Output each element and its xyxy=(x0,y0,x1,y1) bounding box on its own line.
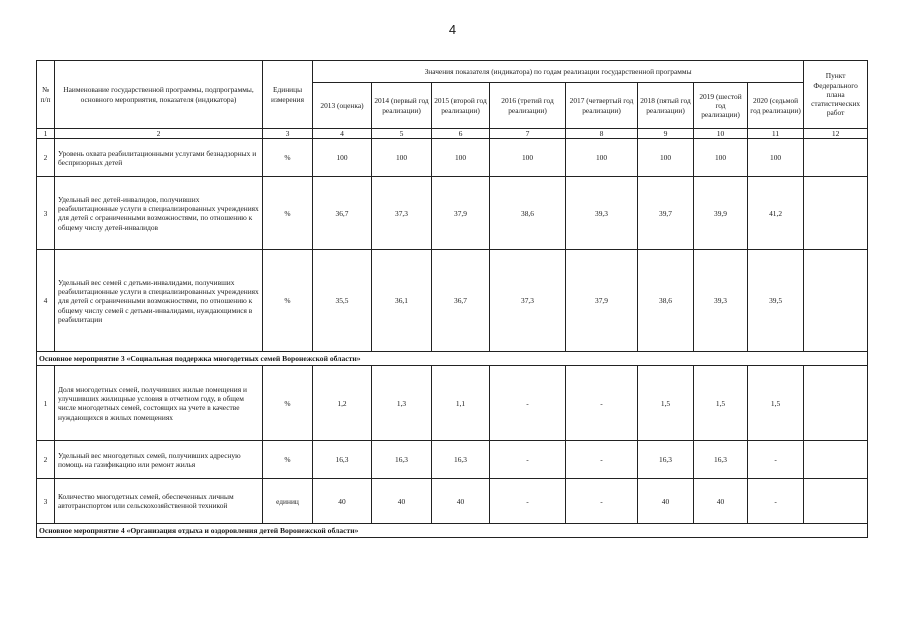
value-cell: - xyxy=(490,441,566,479)
section-row xyxy=(37,352,868,366)
value-cell: 1,2 xyxy=(313,366,372,441)
unit-cell: % xyxy=(263,139,313,177)
table-row xyxy=(37,366,868,441)
value-cell: 100 xyxy=(638,139,694,177)
section-heading: Основное мероприятие 3 «Социальная поддержка многодетных семей Воронежской области» xyxy=(37,352,868,366)
value-cell: 39,9 xyxy=(694,177,748,250)
plan-cell xyxy=(804,139,868,177)
header-no: № п/п xyxy=(37,61,55,129)
value-cell: - xyxy=(566,366,638,441)
value-cell: 39,3 xyxy=(694,250,748,352)
value-cell: 35,5 xyxy=(313,250,372,352)
header-year: 2020 (седьмой год реализации) xyxy=(748,83,804,129)
header-year: 2014 (первый год реализации) xyxy=(372,83,432,129)
value-cell: 1,5 xyxy=(694,366,748,441)
header-row-1 xyxy=(37,61,868,83)
row-number: 2 xyxy=(37,441,55,479)
value-cell: 39,3 xyxy=(566,177,638,250)
row-number: 2 xyxy=(37,139,55,177)
plan-cell xyxy=(804,441,868,479)
indicator-name: Количество многодетных семей, обеспеченных личным автотранспортом или сельскохозяйственной техникой xyxy=(55,479,263,524)
header-year: 2016 (третий год реализации) xyxy=(490,83,566,129)
value-cell: 37,3 xyxy=(372,177,432,250)
row-number: 1 xyxy=(37,366,55,441)
indicator-name: Доля многодетных семей, получивших жилые помещения и улучшивших жилищные условия в отчетном году, в общем числе многодетных семей, состоящих на учете в качестве нуждающихся в жилых помещениях xyxy=(55,366,263,441)
value-cell: 36,7 xyxy=(313,177,372,250)
value-cell: - xyxy=(490,366,566,441)
table-row xyxy=(37,139,868,177)
value-cell: 16,3 xyxy=(432,441,490,479)
table-row xyxy=(37,479,868,524)
unit-cell: % xyxy=(263,366,313,441)
value-cell: 40 xyxy=(372,479,432,524)
column-number: 7 xyxy=(490,129,566,139)
indicator-name: Удельный вес семей с детьми-инвалидами, получивших реабилитационные услуги в специализированных учреждениях для детей с ограниченными возможностями, по отношению к общему числу семей с детьми-инвалидами, нуждающимися в реабилитации xyxy=(55,250,263,352)
row-number: 3 xyxy=(37,479,55,524)
value-cell: 1,3 xyxy=(372,366,432,441)
unit-cell: % xyxy=(263,441,313,479)
value-cell: 1,1 xyxy=(432,366,490,441)
plan-cell xyxy=(804,250,868,352)
value-cell: 39,5 xyxy=(748,250,804,352)
table-row xyxy=(37,250,868,352)
value-cell: - xyxy=(490,479,566,524)
column-number: 1 xyxy=(37,129,55,139)
column-number: 9 xyxy=(638,129,694,139)
value-cell: - xyxy=(748,441,804,479)
page-number: 4 xyxy=(448,22,457,37)
value-cell: 38,6 xyxy=(638,250,694,352)
value-cell: 16,3 xyxy=(372,441,432,479)
column-number-row xyxy=(37,129,868,139)
header-year: 2019 (шестой год реализации) xyxy=(694,83,748,129)
value-cell: 37,9 xyxy=(432,177,490,250)
value-cell: 100 xyxy=(313,139,372,177)
value-cell: - xyxy=(748,479,804,524)
value-cell: 100 xyxy=(372,139,432,177)
unit-cell: % xyxy=(263,250,313,352)
value-cell: 100 xyxy=(748,139,804,177)
value-cell: 40 xyxy=(694,479,748,524)
header-year: 2017 (четвертый год реализации) xyxy=(566,83,638,129)
value-cell: 40 xyxy=(638,479,694,524)
value-cell: 41,2 xyxy=(748,177,804,250)
value-cell: 16,3 xyxy=(638,441,694,479)
value-cell: 100 xyxy=(694,139,748,177)
value-cell: 1,5 xyxy=(638,366,694,441)
value-cell: 16,3 xyxy=(313,441,372,479)
column-number: 10 xyxy=(694,129,748,139)
value-cell: 1,5 xyxy=(748,366,804,441)
column-number: 6 xyxy=(432,129,490,139)
header-year: 2018 (пятый год реализации) xyxy=(638,83,694,129)
value-cell: 39,7 xyxy=(638,177,694,250)
column-number: 3 xyxy=(263,129,313,139)
indicator-name: Удельный вес детей-инвалидов, получивших реабилитационные услуги в специализированных учреждениях для детей с ограниченными возможностями, по отношению к общему числу детей-инвалидов xyxy=(55,177,263,250)
header-year: 2013 (оценка) xyxy=(313,83,372,129)
value-cell: 40 xyxy=(432,479,490,524)
value-cell: - xyxy=(566,479,638,524)
value-cell: 36,7 xyxy=(432,250,490,352)
column-number: 11 xyxy=(748,129,804,139)
column-number: 8 xyxy=(566,129,638,139)
column-number: 12 xyxy=(804,129,868,139)
value-cell: 37,9 xyxy=(566,250,638,352)
value-cell: - xyxy=(566,441,638,479)
plan-cell xyxy=(804,479,868,524)
column-number: 5 xyxy=(372,129,432,139)
value-cell: 16,3 xyxy=(694,441,748,479)
row-number: 4 xyxy=(37,250,55,352)
header-unit: Единицы измерения xyxy=(263,61,313,129)
column-number: 4 xyxy=(313,129,372,139)
indicator-name: Удельный вес многодетных семей, получивших адресную помощь на газификацию или ремонт жилья xyxy=(55,441,263,479)
value-cell: 100 xyxy=(432,139,490,177)
value-cell: 37,3 xyxy=(490,250,566,352)
section-row xyxy=(37,524,868,538)
header-federal-plan: Пункт Федерального плана статистических работ xyxy=(804,61,868,129)
value-cell: 38,6 xyxy=(490,177,566,250)
value-cell: 100 xyxy=(490,139,566,177)
unit-cell: единиц xyxy=(263,479,313,524)
value-cell: 40 xyxy=(313,479,372,524)
plan-cell xyxy=(804,366,868,441)
header-year: 2015 (второй год реализации) xyxy=(432,83,490,129)
section-heading: Основное мероприятие 4 «Организация отдыха и оздоровления детей Воронежской области» xyxy=(37,524,868,538)
table-row xyxy=(37,177,868,250)
value-cell: 100 xyxy=(566,139,638,177)
row-number: 3 xyxy=(37,177,55,250)
column-number: 2 xyxy=(55,129,263,139)
value-cell: 36,1 xyxy=(372,250,432,352)
plan-cell xyxy=(804,177,868,250)
header-name: Наименование государственной программы, подпрограммы, основного мероприятия, показателя (индикатора) xyxy=(55,61,263,129)
unit-cell: % xyxy=(263,177,313,250)
indicator-name: Уровень охвата реабилитационными услугами безнадзорных и беспризорных детей xyxy=(55,139,263,177)
table-row xyxy=(37,441,868,479)
indicators-table xyxy=(36,60,868,538)
header-values-group: Значения показателя (индикатора) по годам реализации государственной программы xyxy=(313,61,804,83)
